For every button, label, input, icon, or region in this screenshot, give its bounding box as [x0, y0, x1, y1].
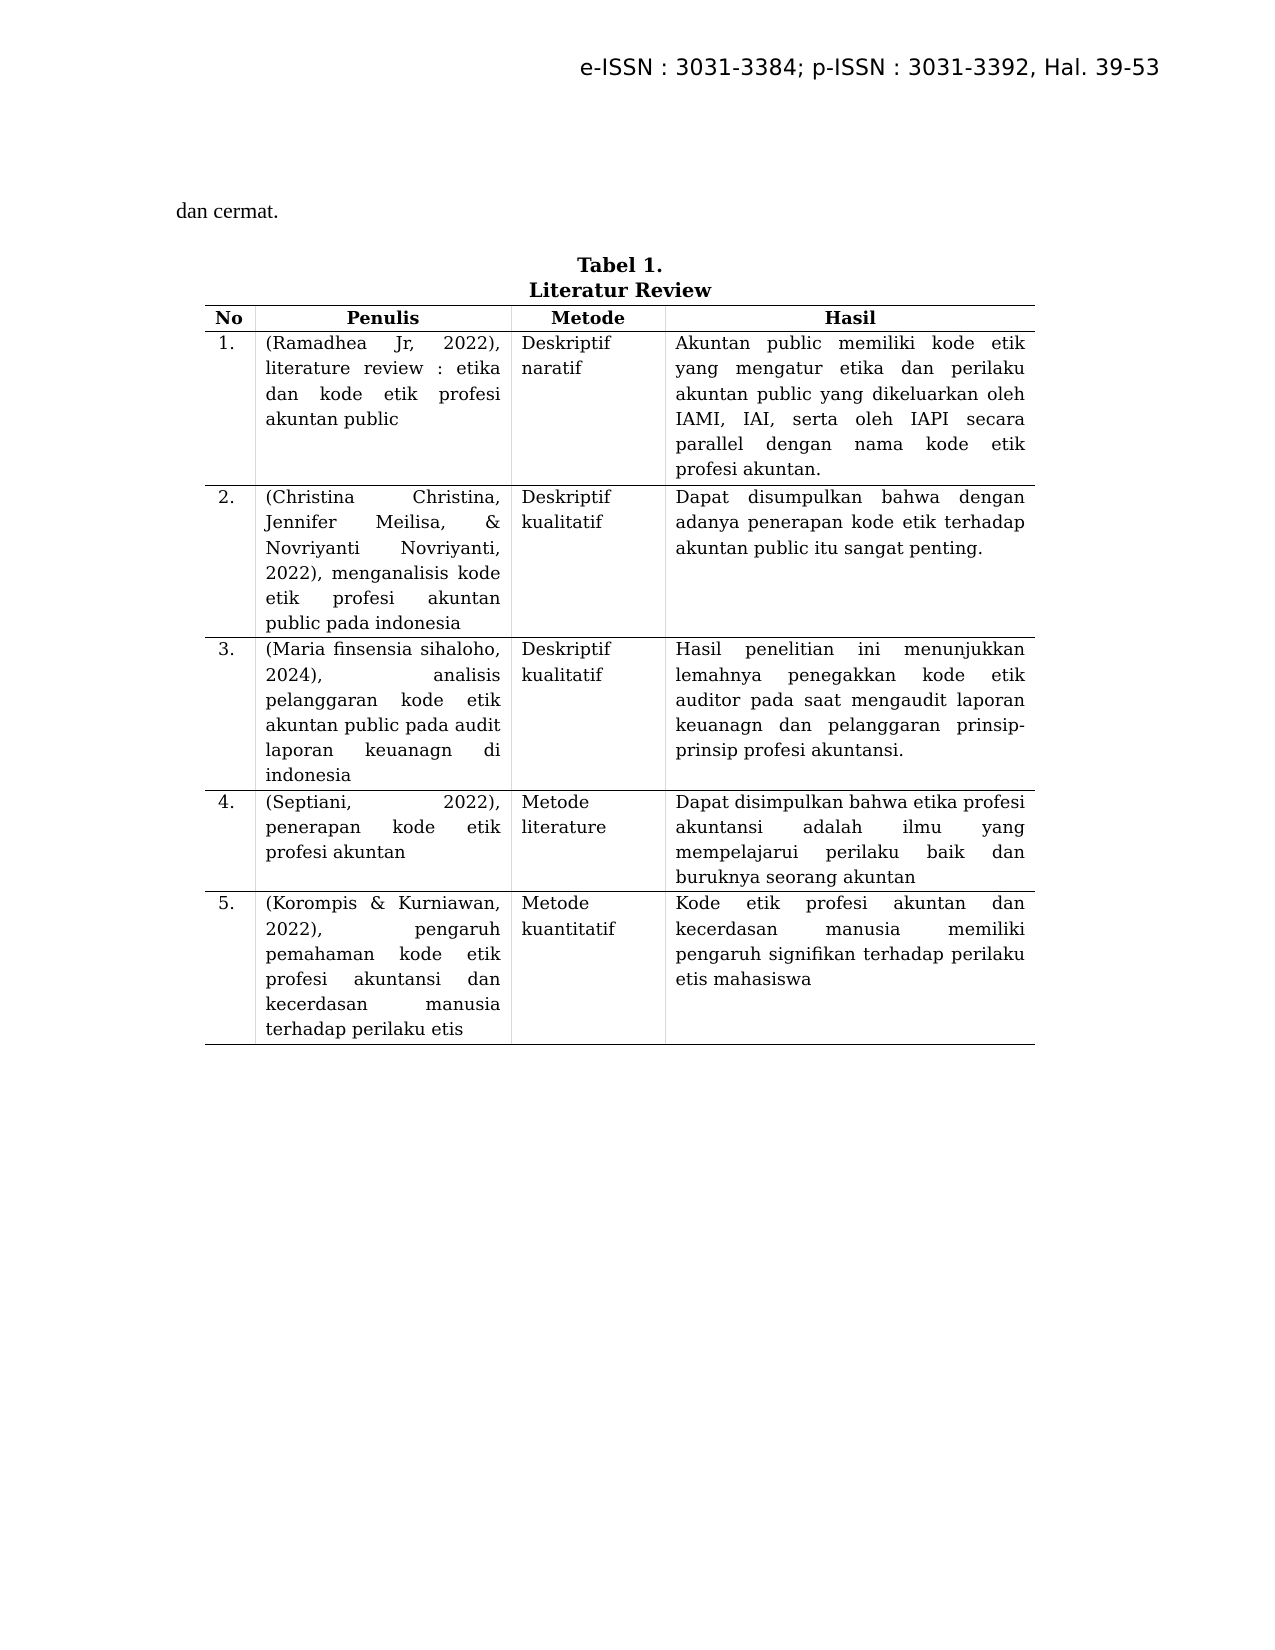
- cell-penulis: (Christina Christina, Jennifer Meilisa, & Novriyanti Novriyanti, 2022), menganalisis kode etik profesi akuntan public pada indonesia: [255, 486, 511, 638]
- cell-metode: Deskriptif kualitatif: [511, 486, 665, 638]
- cell-metode: Deskriptif naratif: [511, 332, 665, 486]
- cell-metode: Metode literature: [511, 790, 665, 892]
- table-row: [205, 638, 1035, 790]
- cell-hasil: Dapat disimpulkan bahwa etika profesi akuntansi adalah ilmu yang mempelajarui perilaku baik dan buruknya seorang akuntan: [665, 790, 1035, 892]
- table-row: [205, 486, 1035, 638]
- literature-review-table: [205, 305, 1035, 1045]
- cell-hasil: Hasil penelitian ini menunjukkan lemahnya penegakkan kode etik auditor pada saat mengaudit laporan keuanagn dan pelanggaran prinsip-prinsip profesi akuntansi.: [665, 638, 1035, 790]
- cell-metode: Deskriptif kualitatif: [511, 638, 665, 790]
- cell-no: 3.: [205, 638, 255, 790]
- table-row: [205, 332, 1035, 486]
- cell-hasil: Kode etik profesi akuntan dan kecerdasan manusia memiliki pengaruh signifikan terhadap perilaku etis mahasiswa: [665, 892, 1035, 1044]
- cell-penulis: (Maria finsensia sihaloho, 2024), analisis pelanggaran kode etik akuntan public pada audit laporan keuanagn di indonesia: [255, 638, 511, 790]
- cell-penulis: (Ramadhea Jr, 2022), literature review : etika dan kode etik profesi akuntan public: [255, 332, 511, 486]
- table-title: Tabel 1.: [577, 254, 663, 277]
- table-subtitle: Literatur Review: [528, 279, 712, 302]
- table-row: [205, 892, 1035, 1044]
- journal-issn-header: e-ISSN : 3031-3384; p-ISSN : 3031-3392, Hal. 39-53: [579, 56, 1160, 81]
- cell-penulis: (Septiani, 2022), penerapan kode etik profesi akuntan: [255, 790, 511, 892]
- cell-hasil: Dapat disumpulkan bahwa dengan adanya penerapan kode etik terhadap akuntan public itu sangat penting.: [665, 486, 1035, 638]
- cell-metode: Metode kuantitatif: [511, 892, 665, 1044]
- cell-no: 2.: [205, 486, 255, 638]
- body-text-lead: dan cermat.: [176, 198, 279, 223]
- column-header-hasil: Hasil: [665, 306, 1035, 332]
- table-row: [205, 790, 1035, 892]
- column-header-metode: Metode: [511, 306, 665, 332]
- table-header-row: [205, 306, 1035, 332]
- cell-no: 5.: [205, 892, 255, 1044]
- cell-no: 4.: [205, 790, 255, 892]
- cell-hasil: Akuntan public memiliki kode etik yang mengatur etika dan perilaku akuntan public yang dikeluarkan oleh IAMI, IAI, serta oleh IAPI secara parallel dengan nama kode etik profesi akuntan.: [665, 332, 1035, 486]
- column-header-no: No: [205, 306, 255, 332]
- cell-no: 1.: [205, 332, 255, 486]
- column-header-penulis: Penulis: [255, 306, 511, 332]
- cell-penulis: (Korompis & Kurniawan, 2022), pengaruh pemahaman kode etik profesi akuntansi dan kecerdasan manusia terhadap perilaku etis: [255, 892, 511, 1044]
